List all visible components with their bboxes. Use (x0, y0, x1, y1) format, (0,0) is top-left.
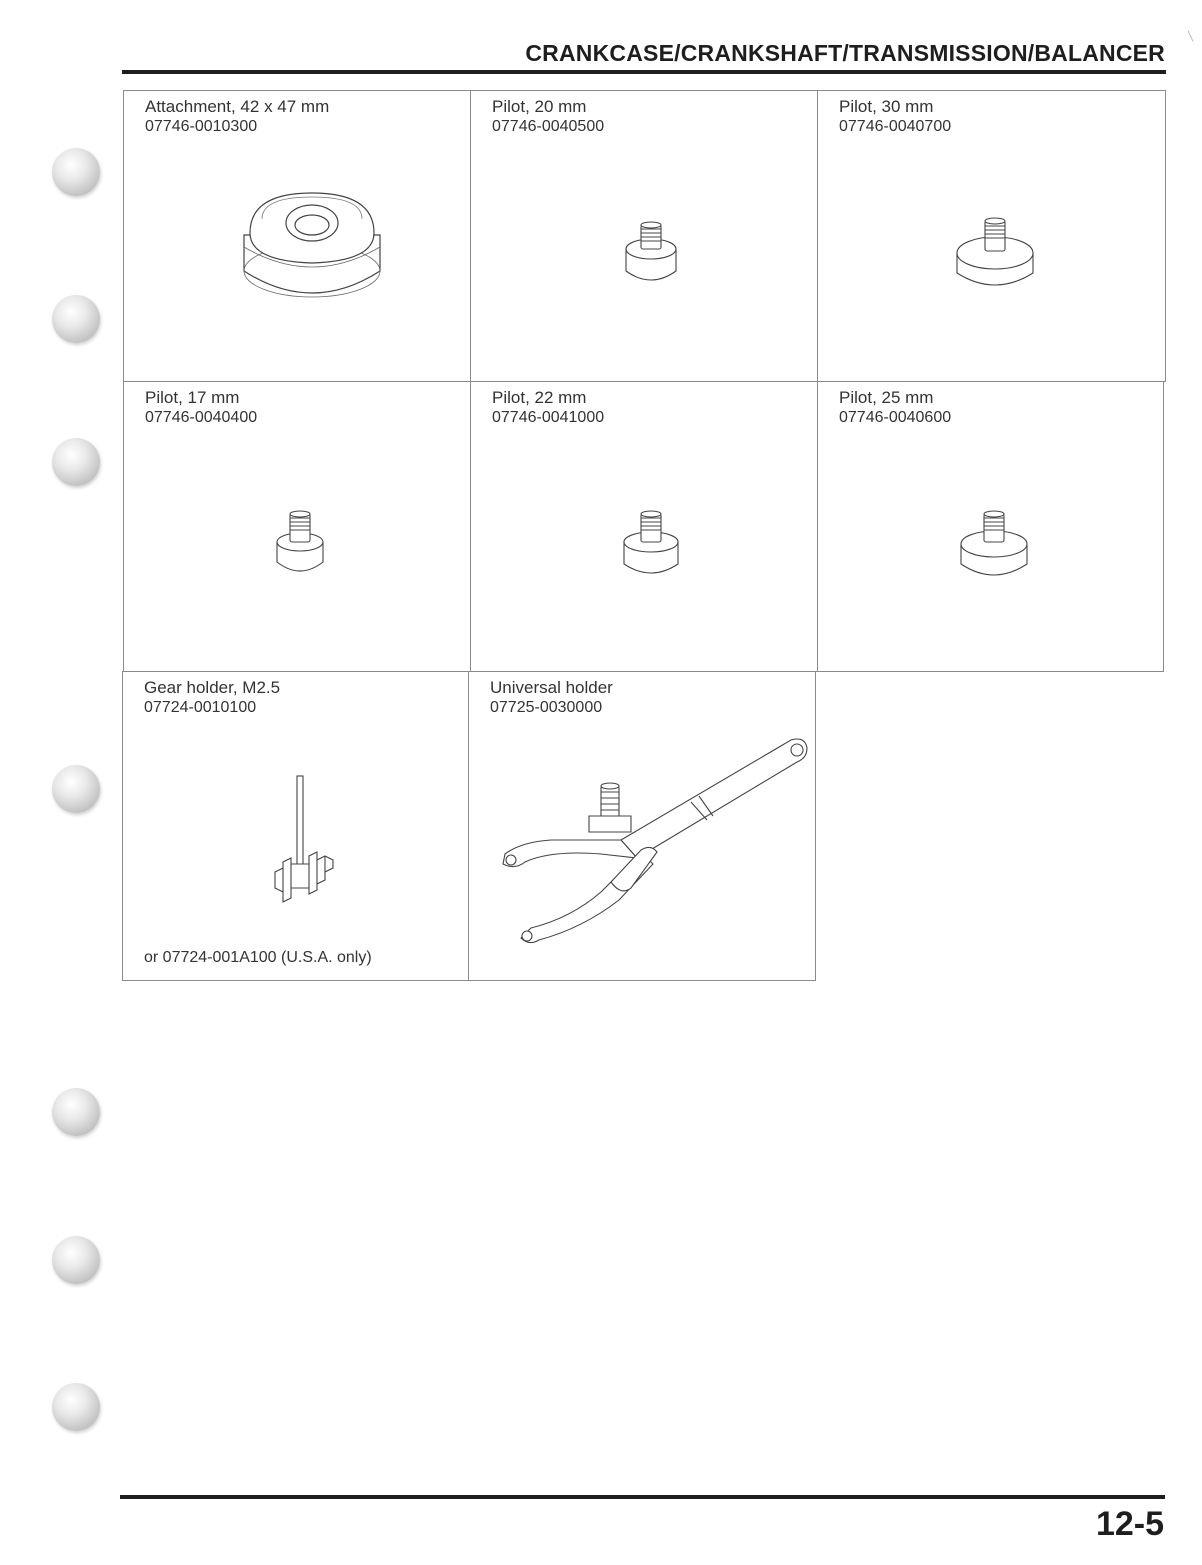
tool-cell-pilot-22mm (470, 381, 818, 672)
pilot-icon (270, 508, 330, 580)
gear-holder-icon (265, 772, 355, 912)
tool-note: or 07724-001A100 (U.S.A. only) (144, 949, 372, 966)
tool-part-number: 07724-0010100 (144, 699, 257, 716)
tool-part-number: 07746-0040500 (492, 118, 605, 135)
binder-hole (52, 1383, 100, 1431)
section-title: CRANKCASE/CRANKSHAFT/TRANSMISSION/BALANCER (525, 40, 1165, 66)
tool-part-number: 07746-0010300 (145, 118, 258, 135)
pilot-icon (621, 219, 681, 289)
binder-hole (52, 148, 100, 196)
tool-name: Pilot, 22 mm (492, 388, 587, 407)
tool-cell-attachment-42x47 (123, 90, 471, 382)
binder-hole (52, 765, 100, 813)
tool-cell-pilot-17mm (123, 381, 471, 672)
tool-cell-pilot-30mm (817, 90, 1166, 382)
tool-part-number: 07746-0040700 (839, 118, 952, 135)
pilot-icon (952, 215, 1038, 295)
tool-part-number: 07746-0040600 (839, 409, 952, 426)
tool-part-number: 07746-0041000 (492, 409, 605, 426)
tool-part-number: 07746-0040400 (145, 409, 258, 426)
tool-cell-gear-holder (122, 671, 469, 981)
page-number: 12-5 (1095, 1505, 1164, 1543)
tool-part-number: 07725-0030000 (490, 699, 603, 716)
tool-name: Pilot, 30 mm (839, 97, 934, 116)
edge-mark (1188, 30, 1194, 41)
tool-name: Attachment, 42 x 47 mm (145, 97, 330, 116)
tool-name: Gear holder, M2.5 (144, 678, 281, 697)
binder-hole (52, 1236, 100, 1284)
binder-hole (52, 438, 100, 486)
tool-cell-pilot-20mm (470, 90, 818, 382)
tool-cell-universal-holder (468, 671, 816, 981)
footer-rule (120, 1495, 1165, 1499)
attachment-icon (232, 183, 392, 313)
header-rule (122, 70, 1166, 74)
tool-name: Pilot, 25 mm (839, 388, 934, 407)
tool-name: Pilot, 17 mm (145, 388, 240, 407)
binder-hole (52, 295, 100, 343)
pilot-icon (619, 508, 683, 582)
binder-hole (52, 1088, 100, 1136)
tool-name: Pilot, 20 mm (492, 97, 587, 116)
tool-cell-pilot-25mm (817, 381, 1164, 672)
universal-holder-icon (491, 732, 811, 952)
tool-name: Universal holder (490, 678, 613, 697)
pilot-icon (956, 508, 1032, 584)
